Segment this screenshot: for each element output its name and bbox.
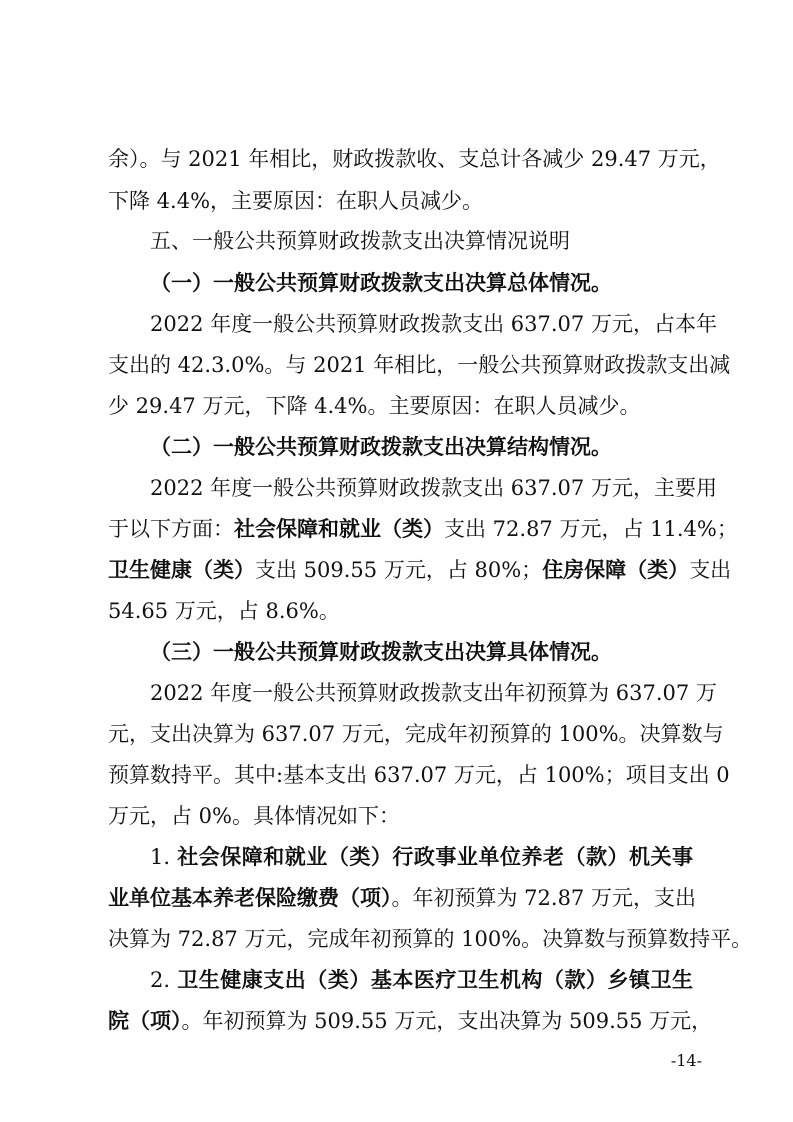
list-item-line (108, 1007, 713, 1035)
list-number: 2. (150, 968, 178, 992)
subsection-heading: （三）一般公共预算财政拨款支出决算具体情况。 (150, 639, 612, 664)
text-run: 于以下方面： (108, 517, 234, 541)
paragraph-line: 2022 年度一般公共预算财政拨款支出 637.07 万元，占本年 (150, 312, 717, 336)
paragraph-line (108, 515, 738, 543)
paragraph-line: 支出的 42.3.0%。与 2021 年相比，一般公共预算财政拨款支出减 (108, 353, 731, 377)
paragraph-line: 预算数持平。其中:基本支出 637.07 万元，占 100%；项目支出 0 (108, 763, 730, 787)
list-item-line (108, 884, 696, 912)
item-title: 社会保障和就业（类）行政事业单位养老（款）机关事 (177, 844, 694, 869)
subsection-heading: （二）一般公共预算财政拨款支出决算结构情况。 (150, 434, 612, 459)
item-title: 业单位基本养老保险缴费（项） (108, 885, 392, 910)
paragraph-line: 万元，占 0%。具体情况如下： (108, 804, 400, 828)
item-title: 卫生健康支出（类）基本医疗卫生机构（款）乡镇卫生 (177, 967, 694, 992)
paragraph-line: 2022 年度一般公共预算财政拨款支出年初预算为 637.07 万 (150, 681, 717, 705)
section-heading: 五、一般公共预算财政拨款支出决算情况说明 (150, 229, 570, 253)
list-item-line: 决算为 72.87 万元，完成年初预算的 100%。决算数与预算数持平。 (108, 927, 753, 951)
paragraph-line: 54.65 万元，占 8.6%。 (108, 599, 340, 623)
item-title: 院（项） (108, 1008, 182, 1033)
text-run: 。年初预算为 509.55 万元，支出决算为 509.55 万元， (181, 1009, 713, 1033)
text-run: 支出 509.55 万元，占 80%； (255, 558, 543, 582)
category-housing: 住房保障（类） (542, 557, 690, 582)
page-number: -14- (670, 1051, 702, 1070)
paragraph-line: 2022 年度一般公共预算财政拨款支出 637.07 万元，主要用 (150, 476, 717, 500)
paragraph-line: 元，支出决算为 637.07 万元，完成年初预算的 100%。决算数与 (108, 722, 724, 746)
subsection-heading: （一）一般公共预算财政拨款支出决算总体情况。 (150, 270, 612, 295)
text-run: 支出 72.87 万元，占 11.4%； (444, 517, 738, 541)
paragraph-line: 下降 4.4%，主要原因：在职人员减少。 (108, 189, 484, 213)
list-item-line (150, 843, 693, 871)
category-social-security: 社会保障和就业（类） (234, 516, 444, 541)
text-run: 。年初预算为 72.87 万元，支出 (391, 886, 696, 910)
category-health: 卫生健康（类） (108, 557, 255, 582)
paragraph-line: 余）。与 2021 年相比，财政拨款收、支总计各减少 29.47 万元， (108, 147, 721, 171)
text-run: 支出 (689, 558, 732, 582)
paragraph-line: 少 29.47 万元，下降 4.4%。主要原因：在职人员减少。 (108, 394, 641, 418)
list-number: 1. (150, 845, 178, 869)
paragraph-line (108, 556, 732, 584)
list-item-line (150, 966, 693, 994)
